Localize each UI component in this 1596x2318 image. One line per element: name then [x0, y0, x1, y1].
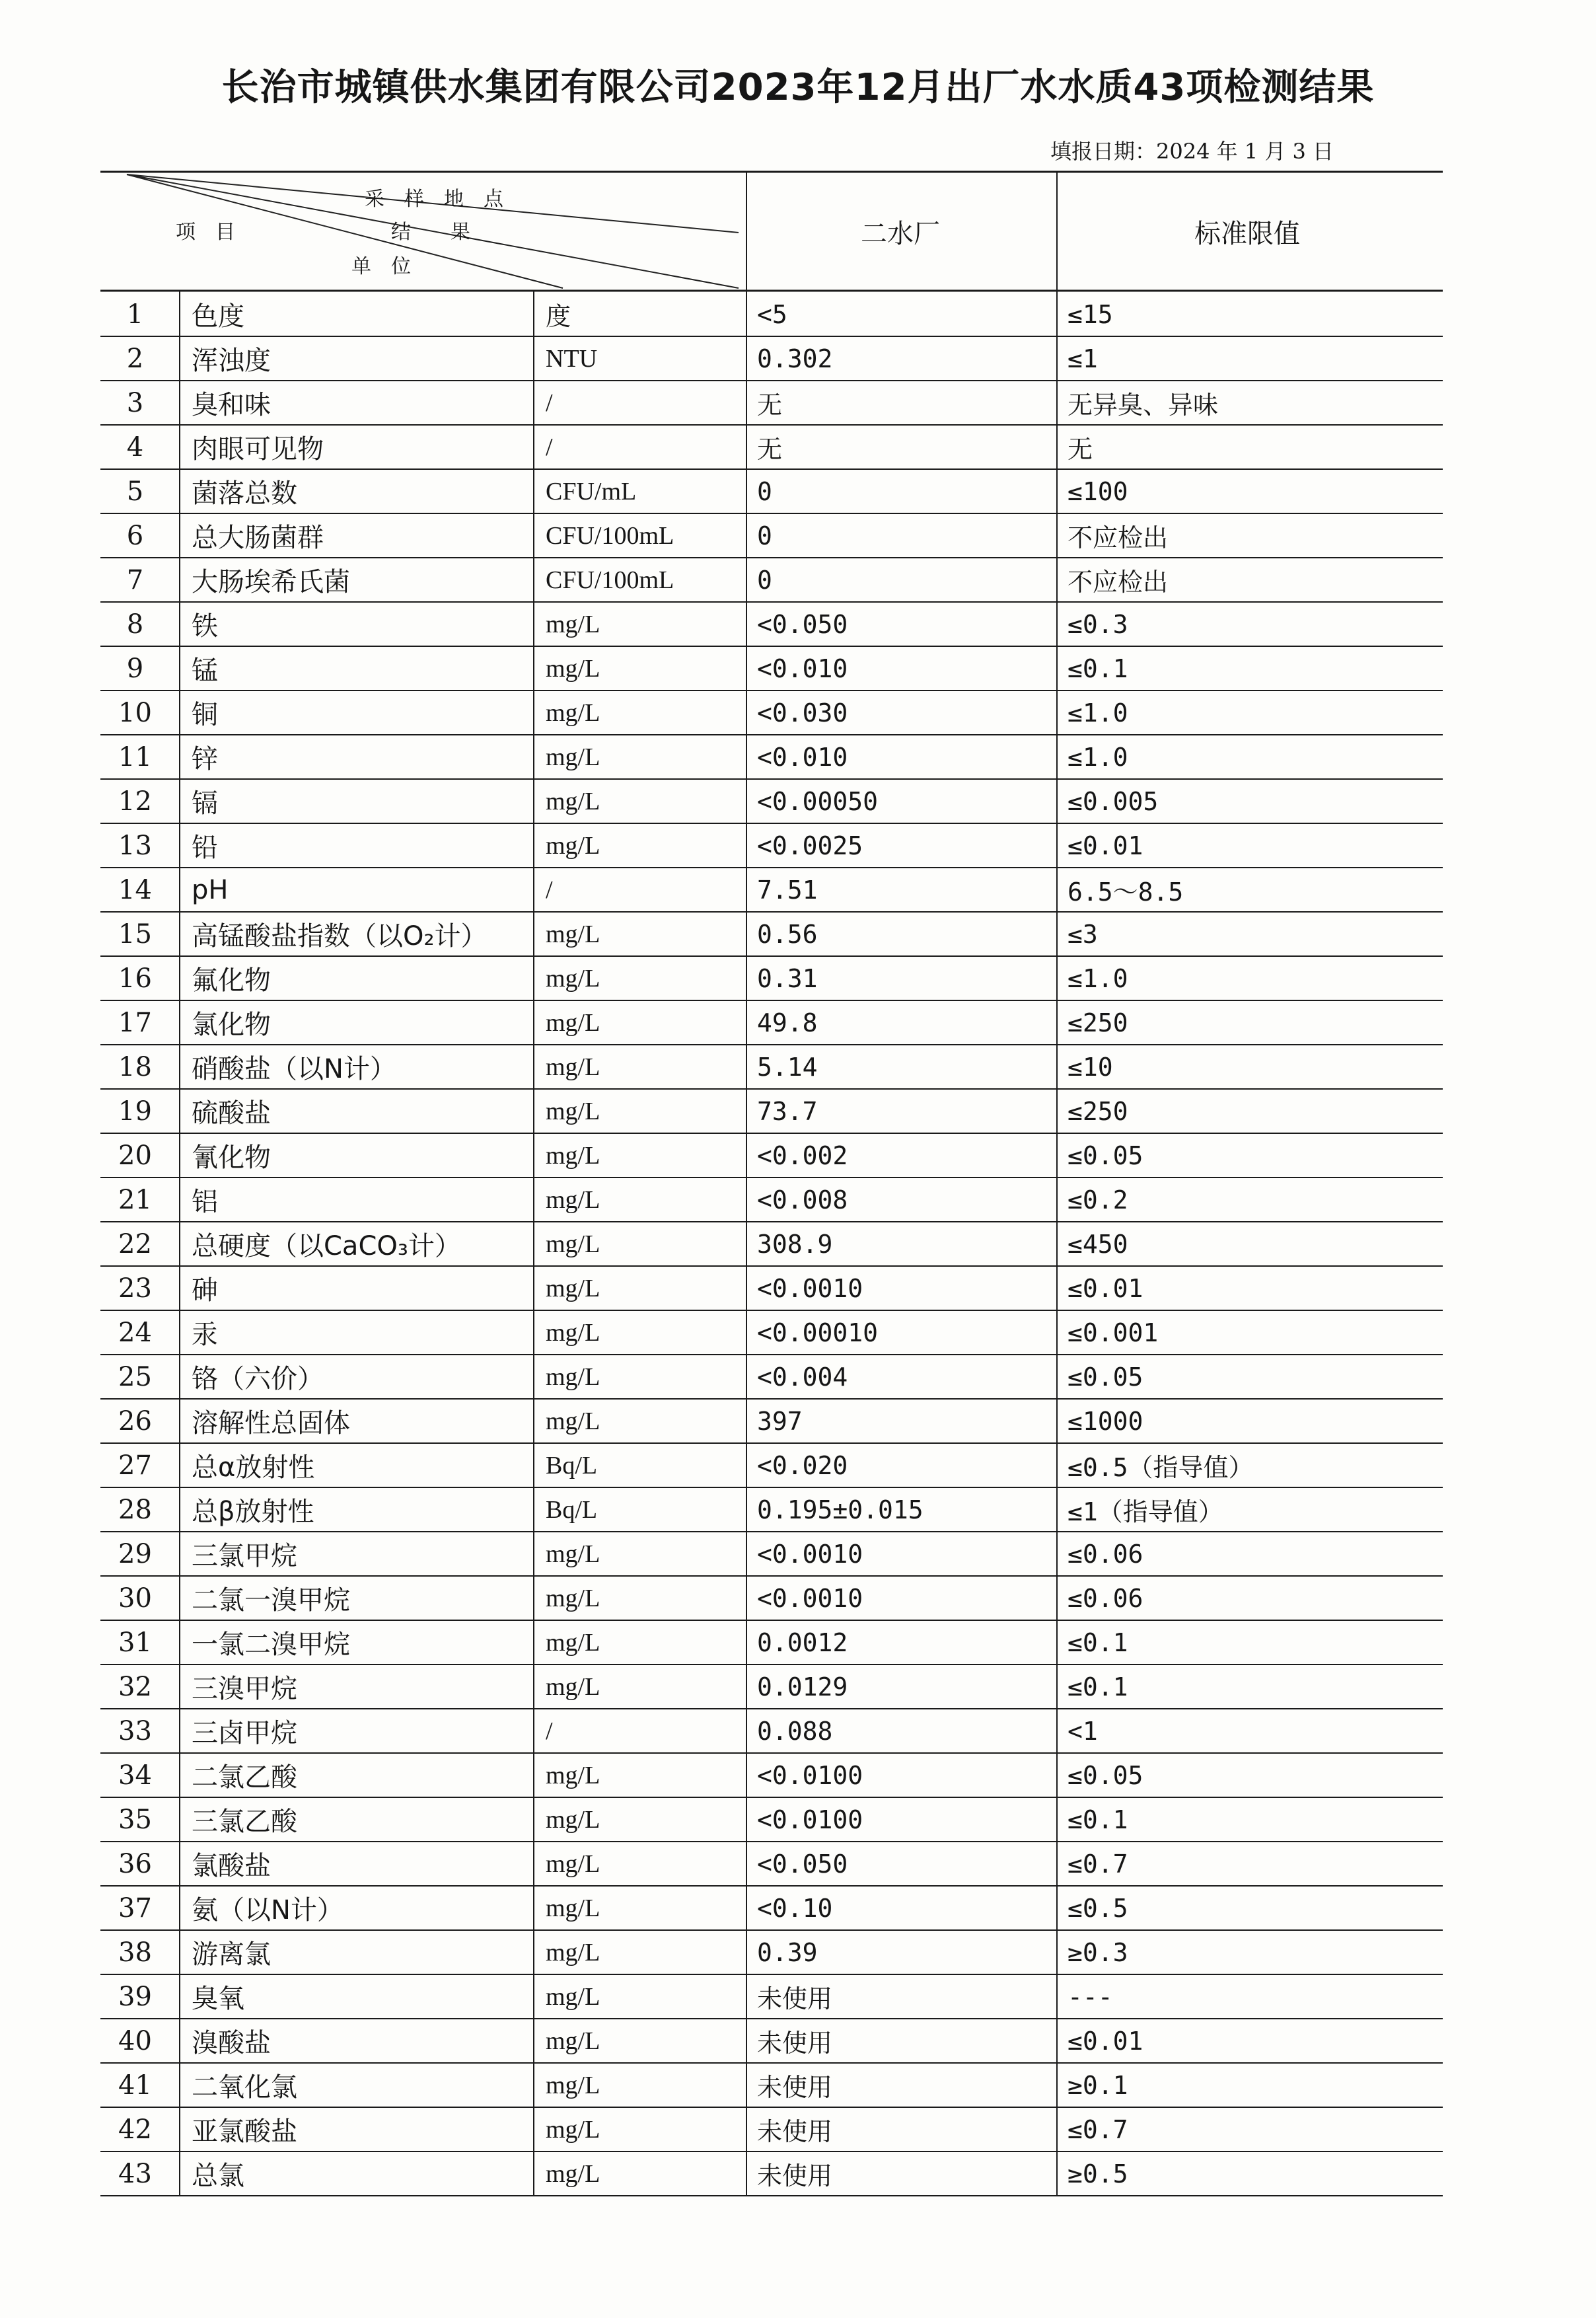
cell-name: 肉眼可见物 [192, 434, 324, 465]
cell-name: 高锰酸盐指数（以O₂计） [192, 921, 488, 952]
cell-no: 36 [118, 1848, 152, 1879]
cell-no: 41 [118, 2070, 152, 2101]
cell-result: <0.050 [757, 1849, 848, 1879]
cell-name: 铬（六价） [192, 1364, 324, 1394]
cell-unit: mg/L [546, 1363, 600, 1391]
cell-unit: / [546, 433, 553, 461]
cell-result: 未使用 [757, 1984, 833, 2013]
cell-no: 25 [118, 1361, 152, 1392]
cell-name: 总硬度（以CaCO₃计） [192, 1231, 461, 1261]
cell-limit: ≤1.0 [1068, 698, 1128, 728]
cell-name: 汞 [192, 1320, 218, 1350]
cell-result: <0.0025 [757, 831, 863, 860]
cell-name: 铁 [192, 611, 218, 642]
cell-no: 3 [126, 387, 144, 418]
cell-no: 9 [126, 653, 144, 684]
cell-name: 镉 [192, 788, 218, 819]
cell-no: 12 [118, 786, 152, 817]
cell-no: 39 [118, 1981, 152, 2012]
cell-result: <0.10 [757, 1893, 833, 1923]
cell-unit: mg/L [546, 2027, 600, 2055]
cell-result: 0.088 [757, 1716, 833, 1746]
cell-result: 未使用 [757, 2029, 833, 2058]
cell-unit: mg/L [546, 1761, 600, 1789]
cell-name: 游离氯 [192, 1939, 271, 1970]
cell-unit: mg/L [546, 610, 600, 638]
cell-limit: ≤0.05 [1068, 1140, 1143, 1170]
cell-no: 16 [118, 963, 152, 994]
cell-name: 色度 [192, 301, 244, 332]
cell-name: 总氯 [192, 2161, 244, 2191]
cell-result: 5.14 [757, 1052, 818, 1082]
cell-result: 0.0129 [757, 1672, 848, 1701]
cell-result: 7.51 [757, 875, 818, 905]
cell-result: 0 [757, 565, 772, 595]
cell-unit: mg/L [546, 1185, 600, 1214]
cell-unit: CFU/mL [546, 477, 637, 505]
cell-name: 锰 [192, 655, 218, 686]
cell-name: 大肠埃希氏菌 [192, 567, 350, 597]
cell-no: 10 [118, 697, 152, 728]
cell-name: 砷 [192, 1275, 218, 1306]
header-item: 项 目 [176, 221, 235, 244]
cell-limit: ≤100 [1068, 476, 1128, 506]
cell-unit: mg/L [546, 1230, 600, 1258]
cell-name: 溴酸盐 [192, 2028, 271, 2058]
cell-unit: mg/L [546, 1850, 600, 1878]
cell-unit: mg/L [546, 698, 600, 727]
cell-no: 22 [118, 1228, 152, 1259]
cell-no: 8 [126, 609, 144, 640]
cell-name: 二氯一溴甲烷 [192, 1585, 350, 1616]
cell-name: 菌落总数 [192, 478, 297, 509]
cell-unit: mg/L [546, 1008, 600, 1037]
cell-limit: ≤0.2 [1068, 1185, 1128, 1215]
cell-no: 31 [118, 1627, 152, 1658]
cell-no: 38 [118, 1937, 152, 1968]
header-limit: 标准限值 [1194, 218, 1300, 249]
cell-name: 氨（以N计） [192, 1895, 344, 1925]
cell-unit: mg/L [546, 964, 600, 992]
cell-unit: mg/L [546, 1097, 600, 1125]
cell-no: 28 [118, 1494, 152, 1525]
cell-name: 二氧化氯 [192, 2072, 297, 2103]
cell-limit: ≤0.5（指导值） [1068, 1453, 1254, 1482]
cell-limit: ≤0.1 [1068, 1672, 1128, 1701]
cell-name: 一氯二溴甲烷 [192, 1629, 350, 1660]
cell-unit: Bq/L [546, 1495, 598, 1524]
cell-result: 无 [757, 435, 783, 464]
cell-result: <0.0100 [757, 1760, 863, 1790]
cell-no: 32 [118, 1671, 152, 1702]
cell-unit: mg/L [546, 1053, 600, 1081]
header-sampling-site: 采 样 地 点 [365, 188, 503, 211]
cell-result: 0 [757, 476, 772, 506]
cell-name: 硝酸盐（以N计） [192, 1054, 396, 1084]
cell-limit: ≤0.1 [1068, 1805, 1128, 1834]
cell-no: 5 [126, 476, 144, 507]
cell-no: 18 [118, 1051, 152, 1082]
cell-limit: ≤3 [1068, 919, 1098, 949]
cell-unit: mg/L [546, 2115, 600, 2144]
cell-no: 42 [118, 2114, 152, 2145]
cell-result: <0.008 [757, 1185, 848, 1215]
cell-limit: <1 [1068, 1716, 1098, 1746]
cell-unit: mg/L [546, 787, 600, 815]
cell-limit: ≤450 [1068, 1229, 1128, 1259]
cell-unit: mg/L [546, 1894, 600, 1922]
cell-no: 29 [118, 1538, 152, 1569]
page-title: 长治市城镇供水集团有限公司2023年12月出厂水水质43项检测结果 [221, 66, 1375, 109]
cell-name: 氟化物 [192, 965, 271, 996]
fill-date: 填报日期：2024 年 1 月 3 日 [1050, 139, 1334, 164]
cell-limit: ≤10 [1068, 1052, 1113, 1082]
cell-unit: / [546, 1717, 553, 1745]
cell-limit: ≥0.3 [1068, 1937, 1128, 1967]
cell-result: <5 [757, 299, 787, 329]
cell-result: 49.8 [757, 1008, 818, 1037]
cell-no: 37 [118, 1892, 152, 1924]
cell-unit: / [546, 876, 553, 904]
cell-no: 4 [126, 431, 144, 463]
cell-result: 未使用 [757, 2117, 833, 2146]
header-unit: 单 位 [351, 255, 411, 278]
cell-name: 三卤甲烷 [192, 1718, 297, 1748]
cell-name: 铝 [192, 1187, 218, 1217]
cell-result: 0.302 [757, 344, 833, 373]
cell-limit: ≤0.5 [1068, 1893, 1128, 1923]
cell-name: 总β放射性 [192, 1497, 314, 1527]
cell-name: 总大肠菌群 [192, 523, 324, 553]
cell-no: 43 [118, 2158, 152, 2189]
cell-unit: mg/L [546, 1407, 600, 1435]
cell-name: 三氯甲烷 [192, 1541, 297, 1571]
cell-result: 0.31 [757, 963, 818, 993]
cell-result: 无 [757, 391, 783, 420]
cell-limit: ≤250 [1068, 1008, 1128, 1037]
cell-result: 0.56 [757, 919, 818, 949]
cell-name: 总α放射性 [192, 1452, 315, 1483]
cell-no: 6 [126, 520, 144, 551]
cell-result: <0.00050 [757, 786, 879, 816]
cell-name: 三溴甲烷 [192, 1674, 297, 1704]
cell-limit: ≥0.1 [1068, 2070, 1128, 2100]
cell-limit: ≤0.1 [1068, 654, 1128, 683]
cell-no: 21 [118, 1184, 152, 1215]
cell-name: 铅 [192, 833, 218, 863]
cell-no: 27 [118, 1450, 152, 1481]
cell-no: 19 [118, 1096, 152, 1127]
cell-result: <0.002 [757, 1140, 848, 1170]
header-result: 结 果 [391, 221, 470, 244]
cell-name: 锌 [192, 744, 218, 774]
cell-unit: / [546, 389, 553, 417]
cell-no: 24 [118, 1317, 152, 1348]
cell-limit: ≤0.7 [1068, 2114, 1128, 2144]
cell-limit: ≤1 [1068, 344, 1098, 373]
cell-unit: mg/L [546, 1141, 600, 1170]
cell-limit: ≤1000 [1068, 1406, 1143, 1436]
cell-limit: ≤15 [1068, 299, 1113, 329]
cell-no: 14 [118, 874, 152, 905]
cell-limit: ≤1（指导值） [1068, 1497, 1223, 1526]
cell-unit: mg/L [546, 743, 600, 771]
cell-result: <0.010 [757, 742, 848, 772]
cell-limit: ≤0.05 [1068, 1362, 1143, 1392]
cell-no: 11 [118, 741, 152, 772]
cell-result: 0.195±0.015 [757, 1495, 924, 1524]
cell-name: 硫酸盐 [192, 1098, 271, 1129]
cell-result: 397 [757, 1406, 803, 1436]
cell-unit: mg/L [546, 1274, 600, 1302]
cell-result: 0.39 [757, 1937, 818, 1967]
cell-result: <0.050 [757, 609, 848, 639]
cell-unit: mg/L [546, 831, 600, 860]
cell-result: 0 [757, 521, 772, 550]
cell-name: pH [192, 874, 229, 905]
cell-no: 13 [118, 830, 152, 861]
cell-limit: --- [1068, 1982, 1113, 2011]
cell-no: 34 [118, 1760, 152, 1791]
cell-limit: ≤250 [1068, 1096, 1128, 1126]
cell-result: <0.0010 [757, 1583, 863, 1613]
cell-no: 33 [118, 1715, 152, 1746]
cell-no: 2 [126, 343, 144, 374]
cell-unit: mg/L [546, 654, 600, 683]
cell-no: 20 [118, 1140, 152, 1171]
cell-unit: Bq/L [546, 1451, 598, 1479]
cell-unit: CFU/100mL [546, 521, 674, 550]
cell-limit: 6.5～8.5 [1068, 878, 1184, 907]
cell-limit: ≤0.06 [1068, 1583, 1143, 1613]
cell-name: 铜 [192, 700, 218, 730]
cell-result: <0.0010 [757, 1539, 863, 1569]
cell-name: 氯化物 [192, 1010, 271, 1040]
cell-result: <0.010 [757, 654, 848, 683]
cell-unit: mg/L [546, 1938, 600, 1966]
cell-limit: ≤1.0 [1068, 742, 1128, 772]
cell-result: 未使用 [757, 2161, 833, 2190]
cell-result: <0.0100 [757, 1805, 863, 1834]
cell-no: 17 [118, 1007, 152, 1038]
cell-name: 氰化物 [192, 1142, 271, 1173]
cell-unit: 度 [546, 303, 571, 331]
cell-no: 23 [118, 1273, 152, 1304]
cell-unit: mg/L [546, 1982, 600, 2011]
cell-result: 0.0012 [757, 1627, 848, 1657]
cell-result: <0.00010 [757, 1318, 879, 1347]
cell-unit: CFU/100mL [546, 566, 674, 594]
cell-result: <0.030 [757, 698, 848, 728]
cell-limit: 无异臭、异味 [1068, 391, 1219, 420]
cell-unit: mg/L [546, 1318, 600, 1347]
cell-name: 二氯乙酸 [192, 1762, 297, 1793]
cell-limit: ≤0.1 [1068, 1627, 1128, 1657]
cell-unit: mg/L [546, 1628, 600, 1657]
cell-unit: mg/L [546, 2071, 600, 2099]
cell-limit: ≤0.05 [1068, 1760, 1143, 1790]
cell-no: 35 [118, 1804, 152, 1835]
cell-result: <0.0010 [757, 1273, 863, 1303]
header-plant: 二水厂 [861, 218, 940, 249]
cell-name: 氯酸盐 [192, 1851, 271, 1881]
cell-limit: ≤0.01 [1068, 1273, 1143, 1303]
cell-result: 73.7 [757, 1096, 818, 1126]
cell-limit: ≤1.0 [1068, 963, 1128, 993]
cell-result: <0.020 [757, 1450, 848, 1480]
cell-limit: ≤0.01 [1068, 831, 1143, 860]
cell-name: 亚氯酸盐 [192, 2116, 297, 2147]
cell-result: 未使用 [757, 2073, 833, 2102]
cell-unit: mg/L [546, 1805, 600, 1834]
cell-limit: 不应检出 [1068, 523, 1169, 552]
cell-result: 308.9 [757, 1229, 833, 1259]
cell-limit: ≤0.01 [1068, 2026, 1143, 2056]
cell-unit: mg/L [546, 1540, 600, 1568]
cell-result: <0.004 [757, 1362, 848, 1392]
cell-name: 臭氧 [192, 1984, 244, 2014]
cell-limit: ≤0.3 [1068, 609, 1128, 639]
cell-unit: mg/L [546, 920, 600, 948]
cell-no: 7 [126, 564, 144, 595]
cell-no: 40 [118, 2025, 152, 2056]
cell-name: 溶解性总固体 [192, 1408, 350, 1439]
cell-name: 臭和味 [192, 390, 271, 420]
cell-unit: mg/L [546, 2159, 600, 2188]
cell-limit: 不应检出 [1068, 568, 1169, 597]
cell-no: 30 [118, 1583, 152, 1614]
cell-no: 26 [118, 1405, 152, 1437]
cell-unit: NTU [546, 344, 598, 373]
cell-no: 1 [126, 299, 144, 330]
cell-limit: ≥0.5 [1068, 2159, 1128, 2188]
cell-name: 三氯乙酸 [192, 1807, 297, 1837]
cell-limit: ≤0.7 [1068, 1849, 1128, 1879]
cell-unit: mg/L [546, 1672, 600, 1701]
cell-name: 浑浊度 [192, 346, 271, 376]
cell-limit: 无 [1068, 435, 1093, 464]
cell-no: 15 [118, 918, 152, 950]
cell-limit: ≤0.06 [1068, 1539, 1143, 1569]
cell-limit: ≤0.005 [1068, 786, 1159, 816]
cell-limit: ≤0.001 [1068, 1318, 1159, 1347]
cell-unit: mg/L [546, 1584, 600, 1612]
